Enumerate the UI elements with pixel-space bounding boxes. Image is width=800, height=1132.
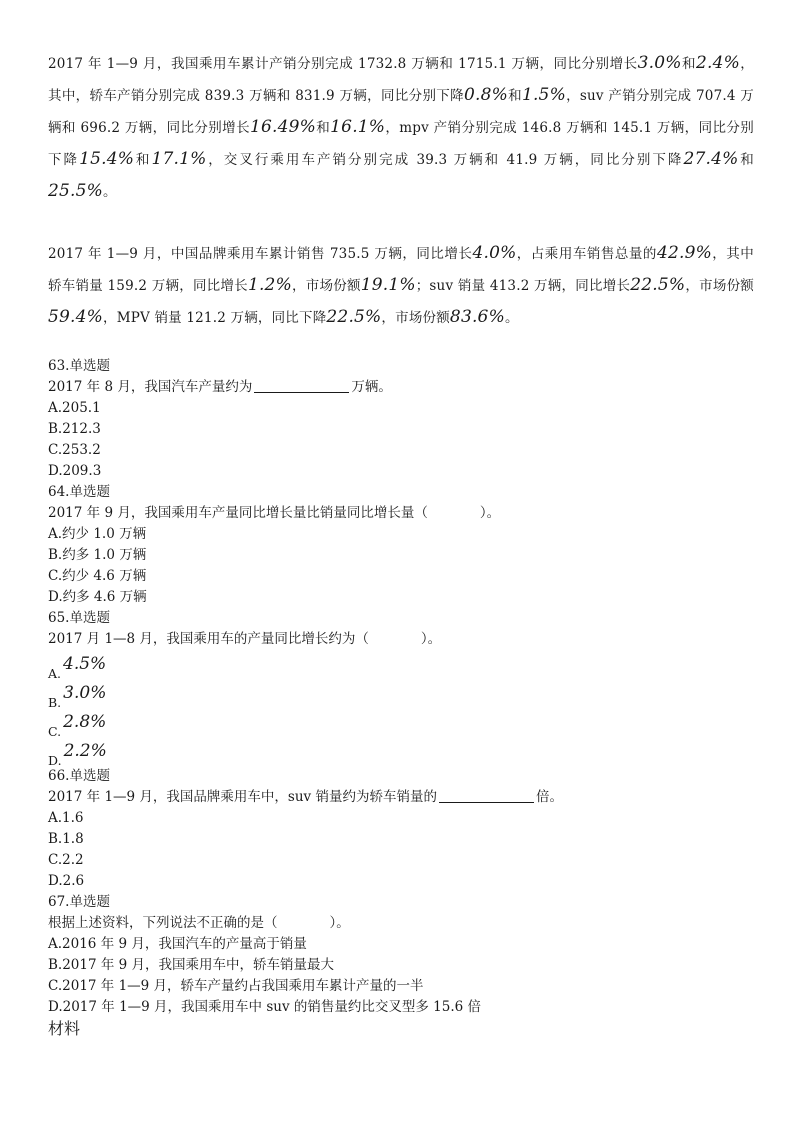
percent-value: 3.0%: [637, 53, 682, 73]
option-c[interactable]: C. 2.8%: [48, 712, 107, 739]
passage-text: ，MPV 销量 121.2 万辆，同比下降: [103, 310, 327, 326]
stem-text-end: ）。: [479, 505, 501, 521]
option-b[interactable]: B.2017 年 9 月，我国乘用车中，轿车销量最大: [48, 957, 335, 973]
question-65: [48, 608, 754, 766]
passage-text: ，其中轿车销量 159.2 万辆，同比增长: [48, 246, 755, 294]
percent-value: 22.5%: [630, 275, 686, 295]
question-64: [48, 482, 754, 608]
passage-text: 2017 年 1—9 月，我国乘用车累计产销分别完成 1732.8 万辆和 1715.1 万辆，同比分别增长: [48, 56, 638, 72]
percent-value: 25.5%: [48, 181, 104, 201]
option-d[interactable]: D.209.3: [48, 463, 102, 479]
percent-value: 16.1%: [330, 117, 386, 137]
option-d[interactable]: D.2.6: [48, 873, 85, 889]
percent-value: 4.0%: [472, 243, 517, 263]
passage-text: ，suv 产销分别完成 707.4 万辆和 696.2 万辆，同比分别增长: [48, 88, 754, 136]
percent-value: 27.4%: [683, 149, 739, 169]
passage-paragraph-2: [48, 238, 754, 334]
passage-text: ，占乘用车销售总量的: [516, 246, 657, 262]
option-b[interactable]: B.212.3: [48, 421, 101, 437]
answer-blank: [254, 378, 349, 393]
question-stem: [48, 913, 754, 934]
passage-text: 2017 年 1—9 月，中国品牌乘用车累计销售 735.5 万辆，同比增长: [48, 246, 473, 262]
stem-text-end: ）。: [329, 915, 350, 931]
question-stem: [48, 503, 754, 524]
percent-value: 0.8%: [463, 85, 508, 105]
option-a[interactable]: A.205.1: [48, 400, 101, 416]
passage-text: ，mpv 产销分别完成 146.8 万辆和 145.1 万辆，同比分别下降: [48, 120, 754, 168]
question-header: 65.单选题: [48, 610, 110, 626]
option-b[interactable]: B. 3.0%: [48, 683, 107, 710]
passage-text: 和: [134, 152, 152, 168]
passage-paragraph-1: [48, 48, 754, 208]
question-stem: [48, 377, 754, 398]
passage-text: 。: [504, 310, 519, 326]
option-c[interactable]: C.253.2: [48, 442, 101, 458]
passage-text: ；suv 销量 413.2 万辆，同比增长: [415, 278, 631, 294]
passage-text: 和: [681, 56, 696, 72]
stem-text: 2017 月 1—8 月，我国乘用车的产量同比增长约为（: [48, 631, 369, 647]
passage-text: 和: [507, 88, 522, 104]
percent-value: 15.4%: [79, 149, 135, 169]
percent-value: 83.6%: [449, 307, 505, 327]
stem-text: 根据上述资料，下列说法不正确的是（: [48, 915, 278, 931]
option-a[interactable]: A.约少 1.0 万辆: [48, 526, 147, 542]
stem-text-end: ）。: [420, 631, 442, 647]
stem-text-end: 倍。: [535, 789, 563, 805]
percent-value: 19.1%: [360, 275, 416, 295]
percent-value: 1.5%: [521, 85, 566, 105]
passage-text: ，交叉行乘用车产销分别完成 39.3 万辆和 41.9 万辆，同比分别下降: [206, 152, 684, 168]
passage-text: 。: [103, 184, 117, 200]
question-63: [48, 356, 754, 482]
option-c[interactable]: C.2.2: [48, 852, 84, 868]
stem-text: 2017 年 1—9 月，我国品牌乘用车中，suv 销量约为轿车销量的: [48, 789, 437, 805]
percent-value: 2.4%: [695, 53, 740, 73]
option-b[interactable]: B.1.8: [48, 831, 84, 847]
option-c[interactable]: C.2017 年 1—9 月，轿车产量约占我国乘用车累计产量的一半: [48, 978, 424, 994]
answer-blank: [439, 788, 534, 803]
passage-text: 和: [738, 152, 754, 168]
question-header: 64.单选题: [48, 484, 110, 500]
percent-value: 17.1%: [151, 149, 207, 169]
option-d[interactable]: D.约多 4.6 万辆: [48, 589, 147, 605]
passage-text: ，市场份额: [291, 278, 361, 294]
option-d[interactable]: D. 2.2%: [48, 741, 107, 768]
question-stem: [48, 787, 754, 808]
stem-text: 2017 年 8 月，我国汽车产量约为: [48, 379, 253, 395]
percent-value: 22.5%: [326, 307, 382, 327]
passage-text: ，市场份额: [685, 278, 755, 294]
percent-value: 59.4%: [48, 307, 104, 327]
question-66: [48, 766, 754, 892]
question-header: 67.单选题: [48, 894, 110, 910]
document-page: [48, 48, 754, 1039]
question-header: 63.单选题: [48, 358, 110, 374]
option-b[interactable]: B.约多 1.0 万辆: [48, 547, 147, 563]
option-d[interactable]: D.2017 年 1—9 月，我国乘用车中 suv 的销售量约比交叉型多 15.6 倍: [48, 999, 482, 1015]
passage-text: ，其中，轿车产销分别完成 839.3 万辆和 831.9 万辆，同比分别下降: [48, 56, 755, 104]
stem-text: 2017 年 9 月，我国乘用车产量同比增长量比销量同比增长量（: [48, 505, 428, 521]
question-header: 66.单选题: [48, 768, 110, 784]
stem-text-end: 万辆。: [351, 379, 392, 395]
passage-text: ，市场份额: [381, 310, 450, 326]
percent-value: 1.2%: [247, 275, 292, 295]
passage-text: 和: [316, 120, 331, 136]
percent-value: 42.9%: [656, 243, 712, 263]
percent-value: 16.49%: [250, 117, 317, 137]
option-c[interactable]: C.约少 4.6 万辆: [48, 568, 147, 584]
question-stem: [48, 629, 754, 650]
option-a[interactable]: A.2016 年 9 月，我国汽车的产量高于销量: [48, 936, 307, 952]
option-a[interactable]: A.1.6: [48, 810, 84, 826]
option-a[interactable]: A. 4.5%: [48, 654, 107, 681]
question-67: [48, 892, 754, 1018]
material-label: 材料: [48, 1019, 81, 1038]
